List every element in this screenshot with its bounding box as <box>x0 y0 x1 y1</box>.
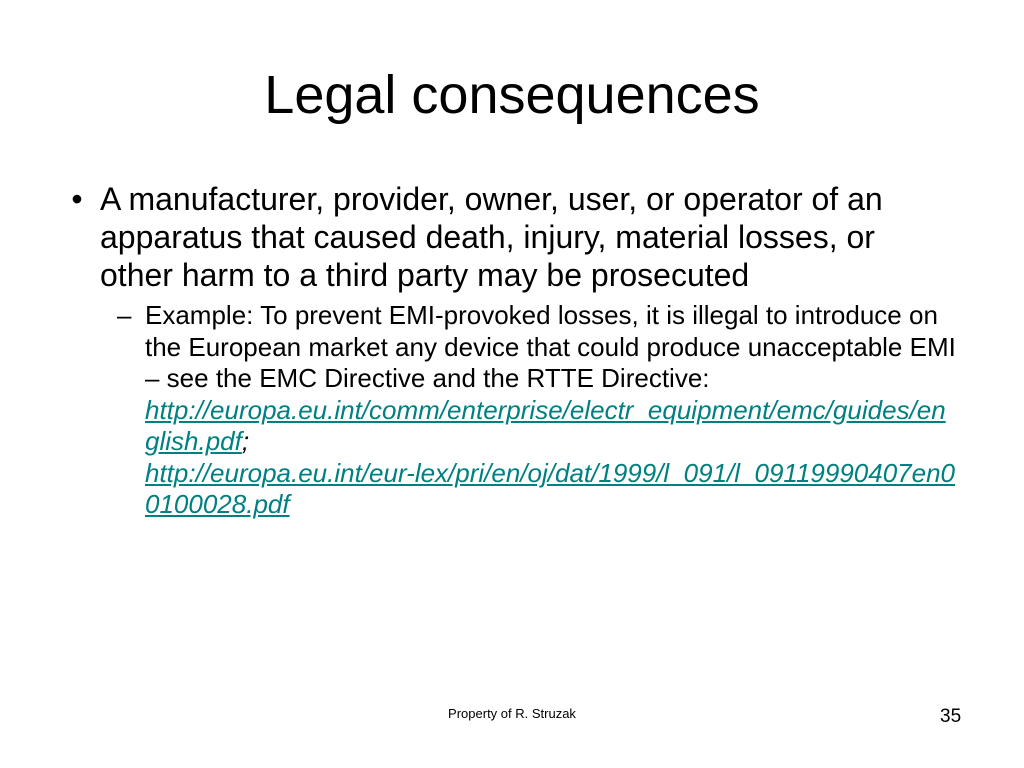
footer-property: Property of R. Struzak <box>448 706 576 721</box>
sub-bullet-item <box>117 300 957 521</box>
bullet-marker: • <box>71 181 83 217</box>
slide-content <box>72 180 972 521</box>
bullet-item <box>72 180 946 294</box>
emc-guide-link[interactable]: http://europa.eu.int/comm/enterprise/electr_equipment/emc/guides/english.pdf <box>145 394 946 456</box>
page-number: 35 <box>940 706 962 727</box>
link-separator: ; <box>241 426 250 456</box>
sub-bullet-text: Example: To prevent EMI-provoked losses, it is illegal to introduce on the European market any device that could produce unacceptable EMI – see the EMC Directive and the RTTE Directive: <box>145 300 956 393</box>
rtte-directive-link[interactable]: http://europa.eu.int/eur-lex/pri/en/oj/dat/1999/l_091/l_09119990407en00100028.pdf <box>145 457 956 519</box>
bullet-text: A manufacturer, provider, owner, user, or operator of an apparatus that caused death, injury, material losses, or other harm to a third party may be prosecuted <box>100 181 883 293</box>
slide-title: Legal consequences <box>264 65 760 125</box>
sub-bullet-marker: – <box>117 300 132 330</box>
